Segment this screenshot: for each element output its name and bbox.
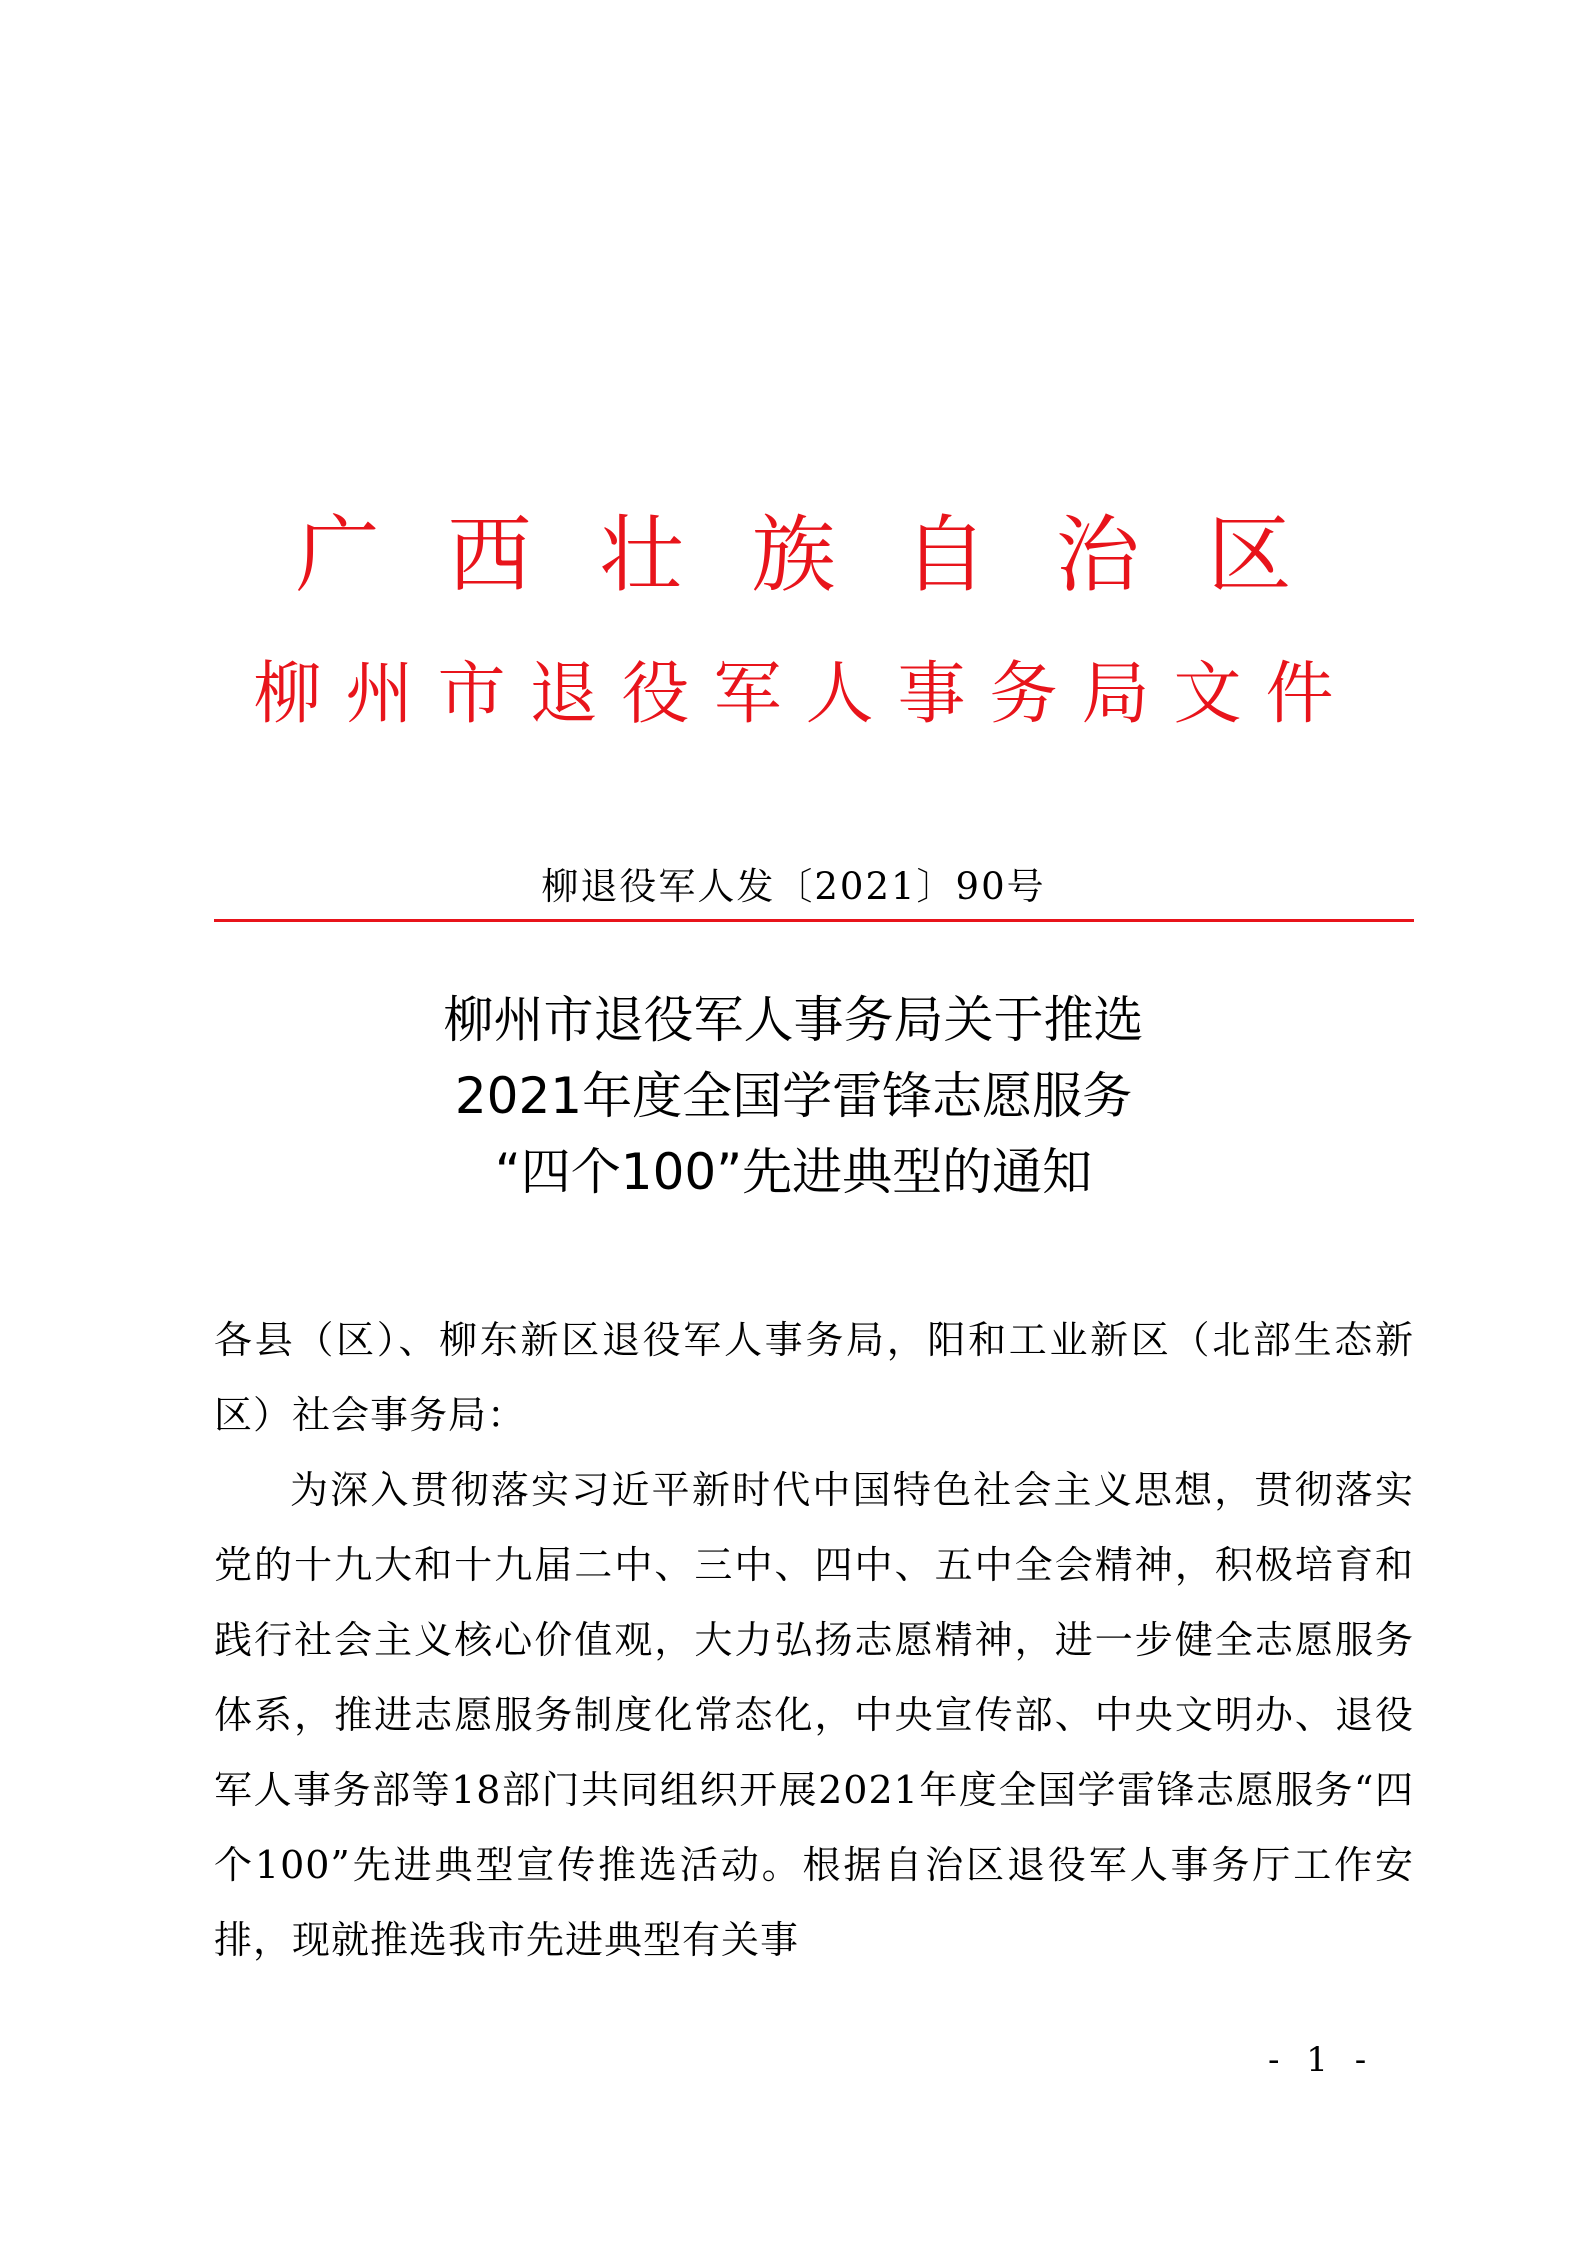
addressee: 各县（区）、柳东新区退役军人事务局，阳和工业新区（北部生态新区）社会事务局：	[214, 1318, 1414, 1437]
document-title-line3: “四个100”先进典型的通知	[494, 1143, 1093, 1201]
header-org-line2: 柳州市退役军人事务局文件	[253, 655, 1358, 734]
document-title-line1: 柳州市退役军人事务局关于推选	[443, 991, 1144, 1049]
document-title-line2: 2021年度全国学雷锋志愿服务	[454, 1067, 1133, 1125]
red-divider	[214, 919, 1414, 922]
header-org-line1: 广西壮族自治区	[295, 506, 1360, 604]
document-number: 柳退役军人发〔2021〕90号	[541, 865, 1046, 908]
page-number: - 1 -	[1268, 2040, 1375, 2080]
body-paragraph: 为深入贯彻落实习近平新时代中国特色社会主义思想，贯彻落实党的十九大和十九届二中、三中、四中、五中全会精神，积极培育和践行社会主义核心价值观，大力弘扬志愿精神，进一步健全志愿服务体系，推进志愿服务制度化常态化，中央宣传部、中央文明办、退役军人事务部等18部门共同组织开展2021年度全国学雷锋志愿服务“四个100”先进典型宣传推选活动。根据自治区退役军人事务厅工作安排，现就推选我市先进典型有关事	[214, 1468, 1414, 1962]
document-body	[214, 1303, 1414, 1978]
document-title	[0, 982, 1587, 1210]
